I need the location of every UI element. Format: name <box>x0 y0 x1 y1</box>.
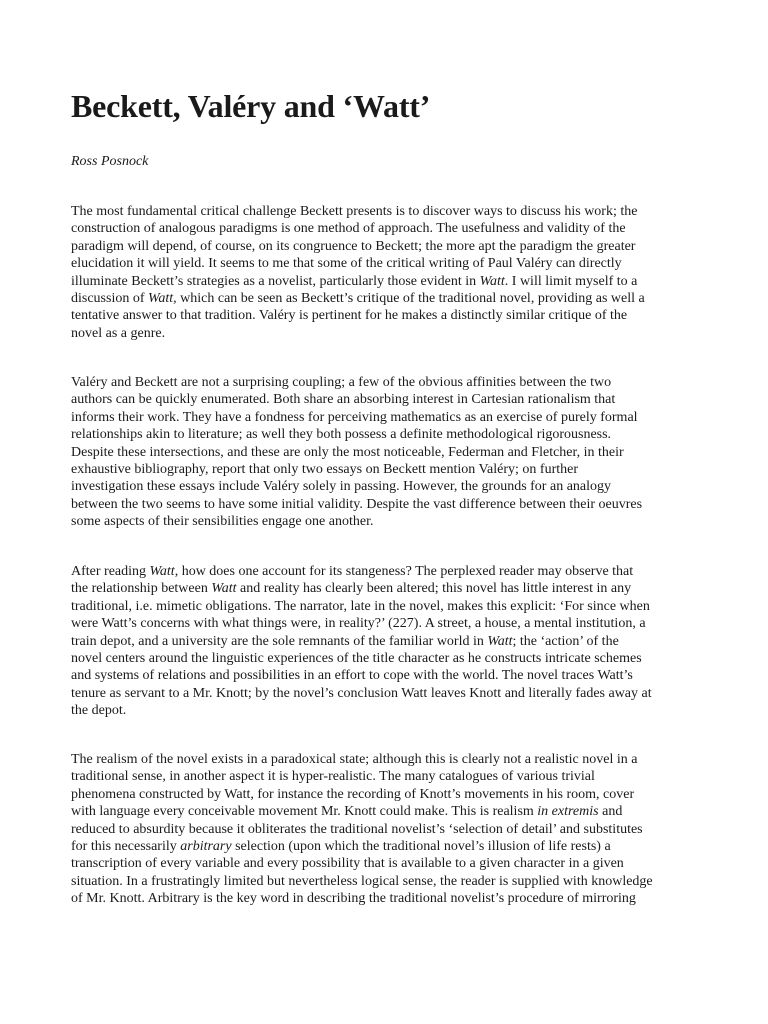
text-line <box>71 444 642 461</box>
text-line <box>71 685 652 702</box>
italic-text: in extremis <box>537 804 599 820</box>
text-run: ; the ‘action’ of the <box>512 633 619 649</box>
text-run: After reading <box>71 564 150 579</box>
italic-text: Watt <box>148 291 174 307</box>
text-run: Despite these intersections, and these are only the most noticeable, Federman and Fletcher, in their <box>71 444 624 460</box>
text-run: tentative answer to that tradition. Valéry is pertinent for he makes a distinctly similar critique of the <box>71 308 628 324</box>
text-run: investigation these essays include Valéry solely in passing. However, the grounds for an analogy <box>71 479 612 495</box>
text-line <box>71 855 653 872</box>
text-line <box>71 307 645 324</box>
text-line <box>71 633 652 650</box>
text-run: traditional sense, in another aspect it is hyper-realistic. The many catalogues of various trivial <box>71 769 595 785</box>
text-run: . I will limit myself to a <box>504 273 638 289</box>
text-line <box>71 838 653 855</box>
italic-text: arbitrary <box>180 839 232 855</box>
text-line <box>71 409 642 426</box>
text-run: with language every conceivable movement Mr. Knott could make. This is realism <box>71 804 538 820</box>
italic-text: Watt <box>149 564 175 579</box>
text-line <box>71 821 653 838</box>
text-line <box>71 238 645 255</box>
text-run: train depot, and a university are the sole remnants of the familiar world in <box>71 633 488 649</box>
text-run: phenomena constructed by Watt, for instance the recording of Knott’s movements in his room, cover <box>71 786 635 802</box>
text-run: and systems of relations and possibilities in an effort to cope with the world. The novel traces Watt’s <box>71 668 633 684</box>
text-run: The realism of the novel exists in a paradoxical state; although this is clearly not a realistic novel in a <box>71 752 638 767</box>
text-line <box>71 220 645 237</box>
text-run: exhaustive bibliography, report that only two essays on Beckett mention Valéry; on further <box>71 462 578 478</box>
text-line <box>71 461 642 478</box>
text-line <box>71 255 645 272</box>
text-line <box>71 768 653 785</box>
text-run: , how does one account for its stangeness? The perplexed reader may observe that <box>174 564 634 579</box>
text-run: authors can be quickly enumerated. Both share an absorbing interest in Cartesian rationalism that <box>71 392 616 408</box>
text-line <box>71 598 652 615</box>
text-run: construction of analogous paradigms is one method of approach. The usefulness and validity of the <box>71 221 626 237</box>
text-run: situation. In a frustratingly limited but nevertheless logical sense, the reader is supplied with knowledge <box>71 873 653 889</box>
text-run: novel as a genre. <box>71 325 166 341</box>
text-run: elucidation it will yield. It seems to me that some of the critical writing of Paul Valéry can directly <box>71 256 622 272</box>
text-run: between the two seems to have some initial validity. Despite the vast difference between their oeuvres <box>71 496 643 512</box>
text-line <box>71 803 653 820</box>
text-run: novel centers around the linguistic experiences of the title character as he constructs intricate schemes <box>71 651 642 667</box>
text-run: tenure as servant to a Mr. Knott; by the novel’s conclusion Watt leaves Knott and literally fades away at <box>71 685 652 701</box>
text-run: illuminate Beckett’s strategies as a novelist, particularly those evident in <box>71 273 480 289</box>
text-run: the relationship between <box>71 581 212 597</box>
text-line <box>71 650 652 667</box>
text-run: the depot. <box>71 703 127 719</box>
paragraph-2 <box>71 374 642 531</box>
text-run: The most fundamental critical challenge Beckett presents is to discover ways to discuss his work; the <box>71 204 638 219</box>
text-line <box>71 786 653 803</box>
paragraph-4 <box>71 751 653 908</box>
text-run: discussion of <box>71 291 148 307</box>
text-line <box>71 873 653 890</box>
text-run: reduced to absurdity because it obliterates the traditional novelist’s ‘selection of detail’ and substitutes <box>71 821 643 837</box>
text-line <box>71 563 652 580</box>
text-run: for this necessarily <box>71 839 181 855</box>
text-run: and <box>598 804 623 820</box>
text-line <box>71 751 653 768</box>
text-run: of Mr. Knott. Arbitrary is the key word in describing the traditional novelist’s procedure of mirroring <box>71 891 636 907</box>
text-line <box>71 615 652 632</box>
text-run: traditional, i.e. mimetic obligations. The narrator, late in the novel, makes this explicit: ‘For since when <box>71 598 650 614</box>
document-title: Beckett, Valéry and ‘Watt’ <box>71 88 431 124</box>
text-line <box>71 325 645 342</box>
text-run: transcription of every variable and every possibility that is available to a given character in a given <box>71 856 624 872</box>
text-line <box>71 426 642 443</box>
text-run: Valéry and Beckett are not a surprising coupling; a few of the obvious affinities between the two <box>71 375 612 390</box>
text-run: informs their work. They have a fondness for perceiving mathematics as an exercise of purely formal <box>71 409 638 425</box>
paragraph-3 <box>71 563 652 720</box>
text-line <box>71 513 642 530</box>
paragraph-1 <box>71 203 645 342</box>
text-line <box>71 203 645 220</box>
text-line <box>71 391 642 408</box>
text-run: paradigm will depend, of course, on its congruence to Beckett; the more apt the paradigm the greater <box>71 238 636 254</box>
italic-text: Watt <box>479 273 505 289</box>
author-name: Ross Posnock <box>71 154 149 169</box>
text-line <box>71 890 653 907</box>
text-line <box>71 667 652 684</box>
text-run: were Watt’s concerns with what things were, in reality?’ (227). A street, a house, a mental institution, a <box>71 616 646 632</box>
text-line <box>71 273 645 290</box>
text-line <box>71 702 652 719</box>
text-line <box>71 290 645 307</box>
text-run: relationships akin to literature; as well they both possess a definite methodological rigorousness. <box>71 427 612 443</box>
text-run: some aspects of their sensibilities engage one another. <box>71 514 374 530</box>
text-line <box>71 580 652 597</box>
text-run: selection (upon which the traditional novel’s illusion of life rests) a <box>231 839 611 855</box>
italic-text: Watt <box>211 581 237 597</box>
text-run: , which can be seen as Beckett’s critique of the traditional novel, providing as well a <box>173 291 645 307</box>
italic-text: Watt <box>487 633 513 649</box>
text-line <box>71 374 642 391</box>
text-line <box>71 496 642 513</box>
text-run: and reality has clearly been altered; this novel has little interest in any <box>236 581 632 597</box>
text-line <box>71 478 642 495</box>
